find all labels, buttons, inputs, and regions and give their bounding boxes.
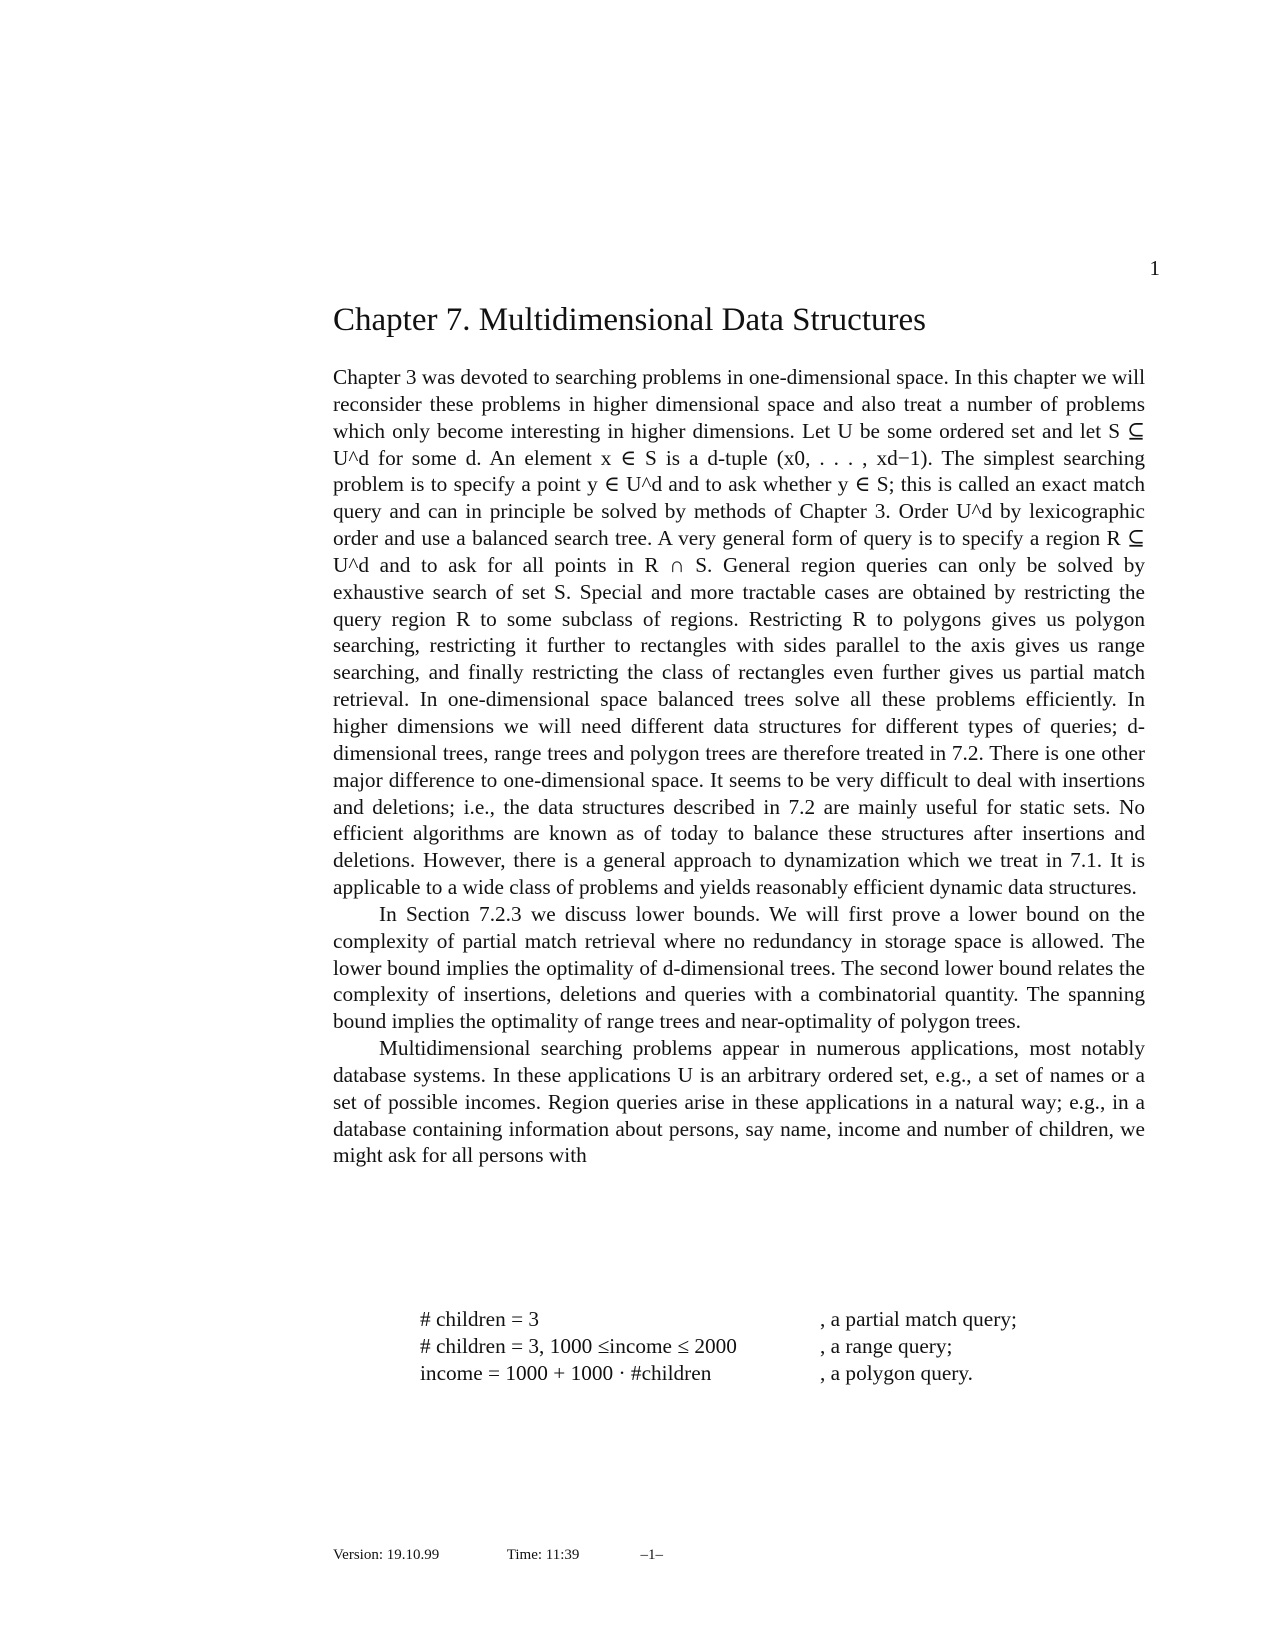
body-text [333,364,1145,1169]
footer-version: Version: 19.10.99 [333,1547,440,1563]
query-examples-table [420,1306,1017,1387]
query-row [420,1306,1017,1333]
query-row [420,1360,1017,1387]
paragraph-lower-bounds: In Section 7.2.3 we discuss lower bounds. We will first prove a lower bound on the complexity of partial match retrieval where no redundancy in storage space is allowed. The lower bound implies the optimality of d-dimensional trees. The second lower bound relates the complexity of insertions, deletions and queries with a combinatorial quantity. The spanning bound implies the optimality of range trees and near-optimality of polygon trees. [333,901,1145,1034]
query-condition: income = 1000 + 1000 · #children [420,1361,712,1385]
chapter-title: Chapter 7. Multidimensional Data Structures [333,302,926,338]
page-footer [333,1547,663,1564]
query-kind: , a polygon query. [820,1361,973,1385]
footer-page-marker: –1– [640,1547,663,1563]
query-condition: # children = 3 [420,1307,540,1331]
query-row [420,1333,1017,1360]
page-number: 1 [1149,256,1160,280]
paragraph-applications: Multidimensional searching problems appear in numerous applications, most notably database systems. In these applications U is an arbitrary ordered set, e.g., a set of names or a set of possible incomes. Region queries arise in these applications in a natural way; e.g., in a database containing information about persons, say name, income and number of children, we might ask for all persons with [333,1036,1145,1168]
query-kind: , a range query; [820,1334,953,1358]
footer-time: Time: 11:39 [506,1547,580,1563]
query-condition: # children = 3, 1000 ≤income ≤ 2000 [420,1334,737,1358]
query-kind: , a partial match query; [820,1307,1017,1331]
paragraph-intro: Chapter 3 was devoted to searching problems in one-dimensional space. In this chapter we will reconsider these problems in higher dimensional space and also treat a number of problems which only become interesting in higher dimensions. Let U be some ordered set and let S ⊆ U^d for some d. An element x ∈ S is a d-tuple (x0, . . . , xd−1). The simplest searching problem is to specify a point y ∈ U^d and to ask whether y ∈ S; this is called an exact match query and can in principle be solved by methods of Chapter 3. Order U^d by lexicographic order and use a balanced search tree. A very general form of query is to specify a region R ⊆ U^d and to ask for all points in R ∩ S. General region queries can only be solved by exhaustive search of set S. Special and more tractable cases are obtained by restricting the query region R to some subclass of regions. Restricting R to polygons gives us polygon searching, restricting it further to rectangles with sides parallel to the axis gives us range searching, and finally restricting the class of rectangles even further gives us partial match retrieval. In one-dimensional space balanced trees solve all these problems efficiently. In higher dimensions we will need different data structures for different types of queries; d-dimensional trees, range trees and polygon trees are therefore treated in 7.2. There is one other major difference to one-dimensional space. It seems to be very difficult to deal with insertions and deletions; i.e., the data structures described in 7.2 are mainly useful for static sets. No efficient algorithms are known as of today to balance these structures after insertions and deletions. However, there is a general approach to dynamization which we treat in 7.1. It is applicable to a wide class of problems and yields reasonably efficient dynamic data structures. [333,365,1145,900]
